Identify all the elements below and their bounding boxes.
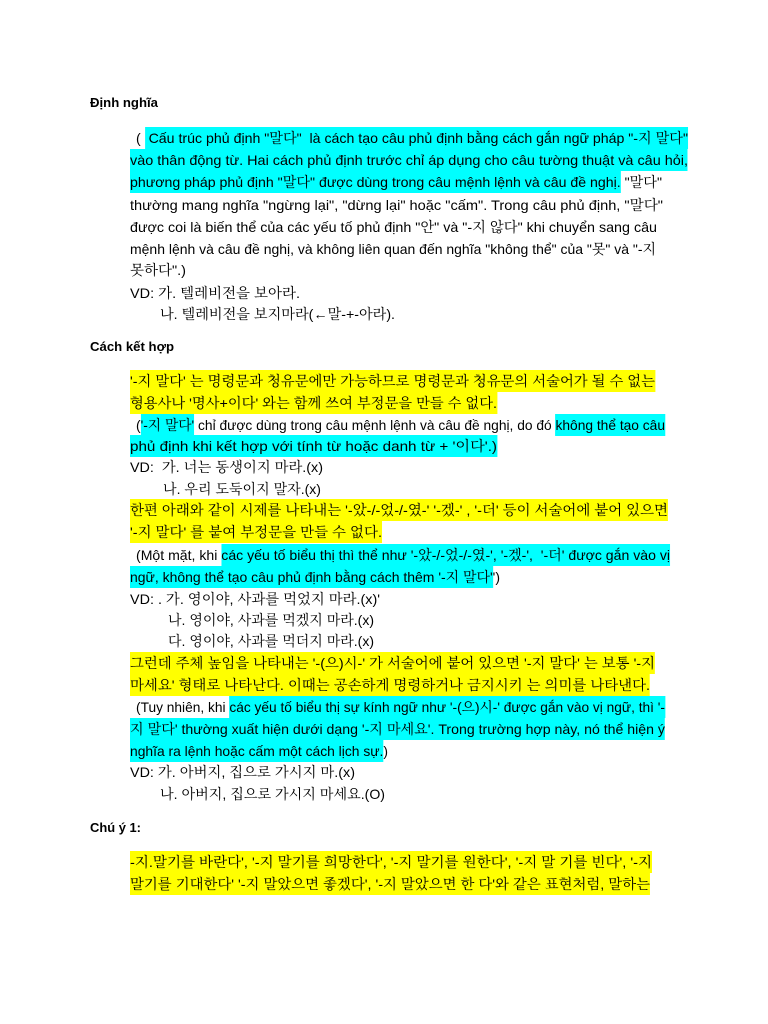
highlighted-text: 그런데 주체 높임을 나타내는 '-(으)시-' 가 서술어에 붙어 있으면 '-지 말다' 는 보통 '-지 — [130, 652, 655, 674]
section-heading: Định nghĩa — [90, 95, 158, 110]
text-line — [130, 435, 497, 457]
text-line — [130, 851, 652, 873]
text-segment: (Một mặt, khi — [136, 547, 222, 563]
text-segment: (Tuy nhiên, khi — [136, 699, 230, 715]
highlighted-text: '-지 말다' 는 명령문과 청유문에만 가능하므로 명령문과 청유문의 서술어가 될 수 없는 — [130, 370, 655, 392]
text-line — [130, 392, 497, 414]
text-segment: VD: . 가. 영이야, 사과를 먹었지 마라.(x)' — [130, 591, 380, 607]
text-segment: 못하다".) — [130, 262, 186, 278]
highlighted-text: -지.말기를 바란다', '-지 말기를 희망한다', '-지 말기를 원한다', '-지 말 기를 빈다', '-지 — [130, 851, 652, 873]
text-segment: thường mang nghĩa "ngừng lại", "dừng lại" hoặc "cấm". Trong câu phủ định, "말다" — [130, 197, 663, 213]
text-line — [130, 238, 656, 260]
text-line — [130, 873, 650, 895]
highlighted-text: 지 말다' thường xuất hiện dưới dạng '-지 마세요'. Trong trường hợp này, nó thể hiện ý — [130, 718, 665, 740]
highlighted-text: nghĩa ra lệnh hoặc cấm một cách lịch sự. — [130, 740, 383, 762]
text-line — [130, 718, 665, 740]
text-line — [136, 696, 665, 718]
highlighted-text: Cấu trúc phủ định "말다" là cách tạo câu phủ định bằng cách gắn ngữ pháp "-지 말다" — [145, 127, 688, 149]
text-line — [130, 499, 668, 521]
text-segment: chỉ được dùng trong câu mệnh lệnh và câu đề nghị, do đó — [194, 417, 556, 433]
highlighted-text: vào thân động từ. Hai cách phủ định trước chỉ áp dụng cho câu tường thuật và câu hỏi, — [130, 149, 688, 171]
highlighted-text: các yếu tố biểu thị sự kính ngữ như '-(으)시-' được gắn vào vị ngữ, thì '- — [229, 696, 665, 718]
text-segment: được coi là biến thể của các yếu tố phủ định "안" và "-지 않다" khi chuyển sang câu — [130, 219, 657, 235]
highlighted-text: 한편 아래와 같이 시제를 나타내는 '-았-/-었-/-였-' '-겠-' , '-더' 등이 서술어에 붙어 있으면 — [130, 499, 668, 521]
text-segment: 다. 영이야, 사과를 먹더지 마라.(x) — [168, 633, 374, 649]
highlighted-text: phủ định khi kết hợp với tính từ hoặc danh từ + '이다'.) — [130, 435, 497, 457]
text-segment: ( — [136, 130, 145, 146]
text-segment: ) — [383, 743, 388, 759]
text-segment: VD: 가. 아버지, 집으로 가시지 마.(x) — [130, 764, 355, 780]
text-segment: ( — [136, 417, 141, 433]
highlighted-text: không thể tạo câu — [555, 414, 665, 436]
text-line — [130, 216, 657, 238]
text-line — [136, 414, 665, 436]
highlighted-text: 마세요' 형태로 나타난다. 이때는 공손하게 명령하거나 금지시키 는 의미를 나타낸다. — [130, 674, 650, 696]
example-line — [130, 761, 355, 783]
text-line — [130, 171, 662, 193]
example-line — [130, 456, 323, 478]
highlighted-text: 말기를 기대한다' '-지 말았으면 좋겠다', '-지 말았으면 한 다'와 같은 표현처럼, 말하는 — [130, 873, 650, 895]
text-segment: 나. 아버지, 집으로 가시지 마세요.(O) — [160, 786, 385, 802]
text-line — [130, 370, 655, 392]
text-segment: 나. 영이야, 사과를 먹겠지 마라.(x) — [168, 612, 374, 628]
text-segment: VD: 가. 너는 동생이지 마라.(x) — [130, 459, 323, 475]
text-line — [136, 127, 688, 149]
text-segment: mệnh lệnh và câu đề nghị, và không liên quan đến nghĩa "không thể" của "못" và "-지 — [130, 241, 656, 257]
text-segment: 나. 텔레비전을 보지마라(←말-+-아라). — [160, 306, 395, 322]
text-line — [130, 149, 688, 171]
text-line — [136, 544, 670, 566]
example-line — [130, 588, 380, 610]
text-line — [130, 259, 186, 281]
text-segment: ') — [492, 569, 500, 585]
text-line — [130, 740, 388, 762]
text-line — [130, 674, 650, 696]
example-line — [168, 609, 374, 631]
example-line — [130, 282, 300, 304]
example-line — [168, 630, 374, 652]
text-line — [130, 566, 500, 588]
example-line — [160, 303, 395, 325]
highlighted-text: phương pháp phủ định "말다" được dùng trong câu mệnh lệnh và câu đề nghị. — [130, 171, 621, 193]
highlighted-text: '-지 말다' — [141, 414, 195, 436]
text-line — [130, 194, 663, 216]
text-line — [130, 652, 655, 674]
example-line — [160, 783, 385, 805]
text-line — [130, 521, 382, 543]
highlighted-text: 형용사나 '명사+이다' 와는 함께 쓰여 부정문을 만들 수 없다. — [130, 392, 497, 414]
section-heading: Cách kết hợp — [90, 339, 174, 354]
highlighted-text: ngữ, không thể tạo câu phủ định bằng cách thêm '-지 말다' — [130, 566, 493, 588]
text-segment: VD: 가. 텔레비전을 보아라. — [130, 285, 300, 301]
text-segment: "말다" — [620, 174, 662, 190]
highlighted-text: các yếu tố biểu thị thì thể như '-았-/-었-/-였-', '-겠-', '-더' được gắn vào vị — [221, 544, 670, 566]
highlighted-text: '-지 말다' 를 붙여 부정문을 만들 수 없다. — [130, 521, 382, 543]
example-line — [163, 478, 321, 500]
section-heading: Chú ý 1: — [90, 820, 141, 835]
text-segment: 나. 우리 도둑이지 말자.(x) — [163, 481, 321, 497]
